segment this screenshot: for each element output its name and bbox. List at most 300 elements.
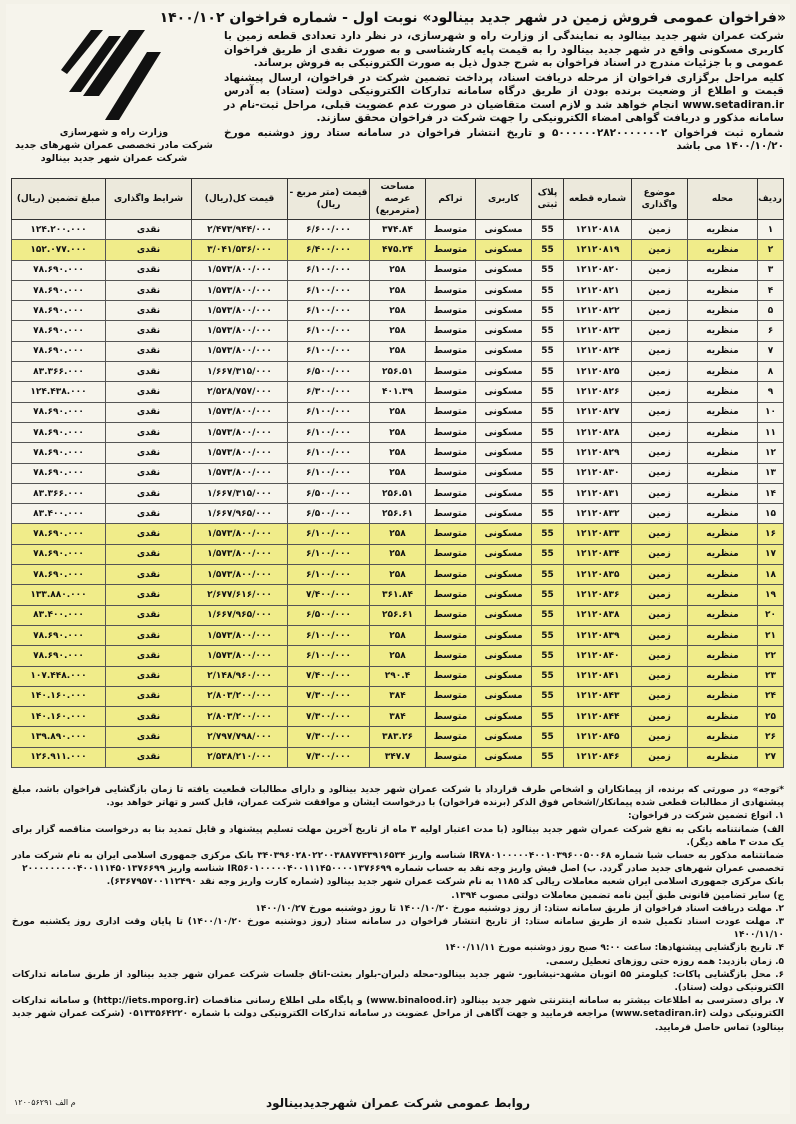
- table-cell: مسکونی: [476, 382, 532, 402]
- table-cell: مسکونی: [476, 666, 532, 686]
- table-cell: ۶/۳۰۰/۰۰۰: [288, 382, 370, 402]
- intro-text: [224, 30, 784, 155]
- table-cell: ۱/۵۷۳/۸۰۰/۰۰۰: [192, 646, 288, 666]
- table-cell: ۷۸.۶۹۰.۰۰۰: [12, 565, 106, 585]
- table-row: [12, 402, 784, 422]
- table-cell: ۲۵۸: [370, 321, 426, 341]
- table-cell: ۱۶: [758, 524, 784, 544]
- table-cell: ۱۲۱۲۰۸۲۵: [564, 362, 632, 382]
- table-cell: ۱۲۱۲۰۸۲۹: [564, 443, 632, 463]
- note-paragraph: ۴. تاریخ بازگشایی پیشنهادها: ساعت ۹:۰۰ صبح روز دوشنبه مورخ ۱۴۰۰/۱۱/۱۱: [444, 943, 784, 954]
- table-cell: نقدی: [106, 220, 192, 240]
- table-cell: منظریه: [688, 260, 758, 280]
- table-cell: منظریه: [688, 422, 758, 442]
- table-cell: ۱۲۱۲۰۸۴۴: [564, 707, 632, 727]
- table-cell: مسکونی: [476, 362, 532, 382]
- table-cell: ۱/۵۷۳/۸۰۰/۰۰۰: [192, 422, 288, 442]
- table-cell: ۹: [758, 382, 784, 402]
- table-cell: ۷/۴۰۰/۰۰۰: [288, 585, 370, 605]
- table-cell: زمین: [632, 605, 688, 625]
- table-cell: نقدی: [106, 422, 192, 442]
- table-cell: ۷۸.۶۹۰.۰۰۰: [12, 260, 106, 280]
- column-header: تراکم: [426, 179, 476, 220]
- table-cell: ۷/۳۰۰/۰۰۰: [288, 727, 370, 747]
- table-cell: 55: [532, 686, 564, 706]
- table-cell: ۳۶۱.۸۴: [370, 585, 426, 605]
- table-cell: متوسط: [426, 301, 476, 321]
- table-cell: ۶/۱۰۰/۰۰۰: [288, 524, 370, 544]
- table-cell: ۱۲۶.۹۱۱.۰۰۰: [12, 747, 106, 767]
- table-cell: 55: [532, 483, 564, 503]
- table-cell: ۱/۵۷۳/۸۰۰/۰۰۰: [192, 280, 288, 300]
- table-cell: ۵: [758, 301, 784, 321]
- table-cell: ۲۵۸: [370, 280, 426, 300]
- table-cell: ۲۵۸: [370, 443, 426, 463]
- table-cell: متوسط: [426, 422, 476, 442]
- table-cell: ۶/۵۰۰/۰۰۰: [288, 483, 370, 503]
- table-cell: 55: [532, 625, 564, 645]
- table-cell: منظریه: [688, 321, 758, 341]
- table-cell: 55: [532, 321, 564, 341]
- table-cell: منظریه: [688, 483, 758, 503]
- table-cell: ۲۹۰.۴: [370, 666, 426, 686]
- table-row: [12, 565, 784, 585]
- table-cell: مسکونی: [476, 463, 532, 483]
- table-cell: متوسط: [426, 321, 476, 341]
- table-cell: زمین: [632, 646, 688, 666]
- table-cell: 55: [532, 747, 564, 767]
- table-cell: ۱/۶۶۷/۳۱۵/۰۰۰: [192, 483, 288, 503]
- table-cell: ۱۰۷.۴۴۸.۰۰۰: [12, 666, 106, 686]
- table-cell: ۱/۵۷۳/۸۰۰/۰۰۰: [192, 463, 288, 483]
- table-cell: ۱۲۱۲۰۸۲۱: [564, 280, 632, 300]
- table-cell: مسکونی: [476, 686, 532, 706]
- table-cell: زمین: [632, 260, 688, 280]
- table-cell: منظریه: [688, 605, 758, 625]
- table-cell: متوسط: [426, 362, 476, 382]
- table-cell: نقدی: [106, 707, 192, 727]
- table-row: [12, 686, 784, 706]
- table-cell: نقدی: [106, 646, 192, 666]
- table-cell: زمین: [632, 625, 688, 645]
- page-title: «فراخوان عمومی فروش زمین در شهر جدید بینالود» نوبت اول - شماره فراخوان ۱۴۰۰/۱۰۲: [159, 10, 786, 26]
- table-cell: ۶/۱۰۰/۰۰۰: [288, 422, 370, 442]
- table-body: [12, 220, 784, 768]
- table-cell: ۶/۴۰۰/۰۰۰: [288, 240, 370, 260]
- table-cell: ۶/۱۰۰/۰۰۰: [288, 321, 370, 341]
- table-cell: ۱۲۱۲۰۸۳۸: [564, 605, 632, 625]
- table-row: [12, 483, 784, 503]
- column-header: مساحت عرصه (مترمربع): [370, 179, 426, 220]
- note-paragraph: ۱. انواع تضمین شرکت در فراخوان:: [627, 811, 784, 822]
- table-cell: ۸۳.۴۰۰.۰۰۰: [12, 504, 106, 524]
- table-cell: ۱۱: [758, 422, 784, 442]
- table-cell: مسکونی: [476, 504, 532, 524]
- table-cell: مسکونی: [476, 443, 532, 463]
- note-paragraph: ۵. زمان بازدید: همه روزه حتی روزهای تعطیل رسمی.: [545, 956, 784, 967]
- table-row: [12, 260, 784, 280]
- table-cell: ۱۲۱۲۰۸۲۷: [564, 402, 632, 422]
- table-cell: منظریه: [688, 382, 758, 402]
- table-cell: ۱۲۱۲۰۸۳۶: [564, 585, 632, 605]
- table-cell: منظریه: [688, 666, 758, 686]
- table-cell: ۷/۴۰۰/۰۰۰: [288, 666, 370, 686]
- table-cell: ۲۷: [758, 747, 784, 767]
- table-cell: زمین: [632, 727, 688, 747]
- table-cell: ۱/۶۶۷/۳۱۵/۰۰۰: [192, 362, 288, 382]
- table-cell: ۱/۶۶۷/۹۶۵/۰۰۰: [192, 504, 288, 524]
- table-cell: زمین: [632, 707, 688, 727]
- table-cell: زمین: [632, 382, 688, 402]
- table-cell: زمین: [632, 443, 688, 463]
- table-cell: ۷۸.۶۹۰.۰۰۰: [12, 280, 106, 300]
- table-cell: متوسط: [426, 402, 476, 422]
- table-cell: متوسط: [426, 524, 476, 544]
- table-cell: ۳۸۴: [370, 686, 426, 706]
- table-cell: ۱۵: [758, 504, 784, 524]
- table-cell: ۷۸.۶۹۰.۰۰۰: [12, 463, 106, 483]
- table-cell: زمین: [632, 321, 688, 341]
- table-cell: مسکونی: [476, 585, 532, 605]
- table-cell: نقدی: [106, 686, 192, 706]
- table-cell: ۱/۵۷۳/۸۰۰/۰۰۰: [192, 260, 288, 280]
- table-cell: 55: [532, 727, 564, 747]
- table-cell: ۲/۷۹۷/۷۹۸/۰۰۰: [192, 727, 288, 747]
- table-cell: ۱۲۴.۴۳۸.۰۰۰: [12, 382, 106, 402]
- table-cell: ۶/۱۰۰/۰۰۰: [288, 301, 370, 321]
- table-cell: ۴۷۵.۲۴: [370, 240, 426, 260]
- table-cell: متوسط: [426, 240, 476, 260]
- table-cell: نقدی: [106, 544, 192, 564]
- table-cell: 55: [532, 341, 564, 361]
- table-cell: زمین: [632, 544, 688, 564]
- table-cell: منظریه: [688, 707, 758, 727]
- table-cell: زمین: [632, 341, 688, 361]
- table-cell: متوسط: [426, 544, 476, 564]
- table-cell: ۲۱: [758, 625, 784, 645]
- table-row: [12, 280, 784, 300]
- table-row: [12, 585, 784, 605]
- table-cell: ۱/۵۷۳/۸۰۰/۰۰۰: [192, 443, 288, 463]
- table-cell: ۶/۵۰۰/۰۰۰: [288, 362, 370, 382]
- table-cell: ۲۳: [758, 666, 784, 686]
- table-cell: 55: [532, 443, 564, 463]
- table-cell: مسکونی: [476, 280, 532, 300]
- table-cell: ۷۸.۶۹۰.۰۰۰: [12, 341, 106, 361]
- table-cell: ۱۲۱۲۰۸۴۵: [564, 727, 632, 747]
- table-cell: مسکونی: [476, 321, 532, 341]
- table-cell: ۱/۵۷۳/۸۰۰/۰۰۰: [192, 625, 288, 645]
- table-cell: ۲۵۸: [370, 544, 426, 564]
- table-cell: زمین: [632, 301, 688, 321]
- table-cell: منظریه: [688, 585, 758, 605]
- table-cell: ۲/۸۰۳/۲۰۰/۰۰۰: [192, 686, 288, 706]
- table-cell: ۶/۱۰۰/۰۰۰: [288, 260, 370, 280]
- table-cell: منظریه: [688, 280, 758, 300]
- table-cell: ۱۲۱۲۰۸۴۱: [564, 666, 632, 686]
- table-cell: نقدی: [106, 443, 192, 463]
- table-cell: مسکونی: [476, 747, 532, 767]
- table-cell: مسکونی: [476, 565, 532, 585]
- table-cell: ۱۲۱۲۰۸۴۳: [564, 686, 632, 706]
- table-cell: زمین: [632, 483, 688, 503]
- table-cell: متوسط: [426, 707, 476, 727]
- table-cell: ۶/۱۰۰/۰۰۰: [288, 341, 370, 361]
- table-cell: ۳۸۳.۲۶: [370, 727, 426, 747]
- table-cell: نقدی: [106, 565, 192, 585]
- table-cell: ۳۸۴: [370, 707, 426, 727]
- table-cell: ۱/۵۷۳/۸۰۰/۰۰۰: [192, 341, 288, 361]
- table-cell: زمین: [632, 565, 688, 585]
- table-cell: منظریه: [688, 727, 758, 747]
- table-row: [12, 321, 784, 341]
- table-cell: 55: [532, 280, 564, 300]
- logo-parent-company: شرکت مادر تخصصی عمران شهرهای جدید: [15, 140, 213, 151]
- table-cell: منظریه: [688, 402, 758, 422]
- table-cell: ۱۲۱۲۰۸۲۸: [564, 422, 632, 442]
- table-cell: 55: [532, 565, 564, 585]
- table-cell: ۱۳۹.۸۹۰.۰۰۰: [12, 727, 106, 747]
- note-paragraph: ضمانتنامه مذکور به حساب شبا شماره IR۷۸۰۱۰۰۰۰۰۴۰۰۱۰۳۹۶۰۰۵۰۰۶۸ شناسه واریز ۳۴۰۳۹۶۰۲۸۰۲۲۰۰۳۸۸۷۷۴۳۹۱۶۵۳۴ بانک مرکزی جمهوری اسلامی ایران به نام شرکت مادر تخصصی عمران شهرهای جدید صادر گردد. ب) اصل فیش واریز وجه نقد به حساب شماره IR۵۶۰۱۰۰۰۰۰۴۰۰۱۱۱۴۵۰۰۰۰۱۳۷۶۶۹۹ شناسه واریز ۲۰۰۰۰۰۰۰۰۰۴۰۰۱۱۱۴۵۰۱۳۷۶۶۹۹: [12, 851, 784, 875]
- table-cell: نقدی: [106, 260, 192, 280]
- table-cell: زمین: [632, 422, 688, 442]
- table-cell: ۱/۶۶۷/۹۶۵/۰۰۰: [192, 605, 288, 625]
- table-cell: ۷/۳۰۰/۰۰۰: [288, 686, 370, 706]
- table-cell: ۱/۵۷۳/۸۰۰/۰۰۰: [192, 301, 288, 321]
- table-cell: ۲۵۸: [370, 625, 426, 645]
- table-cell: منظریه: [688, 341, 758, 361]
- logo-ministry-name: وزارت راه و شهرسازی: [59, 127, 169, 138]
- table-cell: ۲۵: [758, 707, 784, 727]
- table-cell: نقدی: [106, 362, 192, 382]
- table-cell: زمین: [632, 220, 688, 240]
- table-cell: زمین: [632, 362, 688, 382]
- table-cell: مسکونی: [476, 646, 532, 666]
- table-cell: زمین: [632, 585, 688, 605]
- table-cell: ۱/۵۷۳/۸۰۰/۰۰۰: [192, 524, 288, 544]
- table-row: [12, 301, 784, 321]
- column-header: شماره قطعه: [564, 179, 632, 220]
- table-cell: ۱۴۰.۱۶۰.۰۰۰: [12, 707, 106, 727]
- table-cell: نقدی: [106, 321, 192, 341]
- table-row: [12, 341, 784, 361]
- table-row: [12, 220, 784, 240]
- table-cell: نقدی: [106, 240, 192, 260]
- table-cell: زمین: [632, 280, 688, 300]
- table-cell: ۶: [758, 321, 784, 341]
- table-cell: ۱۲۱۲۰۸۳۴: [564, 544, 632, 564]
- table-cell: 55: [532, 382, 564, 402]
- table-cell: ۷۸.۶۹۰.۰۰۰: [12, 301, 106, 321]
- table-cell: مسکونی: [476, 625, 532, 645]
- logo-company-name: شرکت عمران شهر جدید بینالود: [40, 153, 188, 164]
- table-cell: نقدی: [106, 504, 192, 524]
- table-cell: ۴: [758, 280, 784, 300]
- table-cell: مسکونی: [476, 260, 532, 280]
- table-cell: ۱۹: [758, 585, 784, 605]
- table-cell: ۱۲۱۲۰۸۳۲: [564, 504, 632, 524]
- table-cell: ۶/۵۰۰/۰۰۰: [288, 504, 370, 524]
- table-cell: ۱۲۱۲۰۸۳۳: [564, 524, 632, 544]
- column-header: قیمت کل(ریال): [192, 179, 288, 220]
- table-cell: ۱۲۱۲۰۸۳۵: [564, 565, 632, 585]
- table-cell: ۲۰: [758, 605, 784, 625]
- table-cell: 55: [532, 666, 564, 686]
- column-header: ردیف: [758, 179, 784, 220]
- table-cell: ۲۵۸: [370, 402, 426, 422]
- table-row: [12, 747, 784, 767]
- table-cell: مسکونی: [476, 220, 532, 240]
- table-cell: زمین: [632, 686, 688, 706]
- table-cell: 55: [532, 260, 564, 280]
- table-cell: ۱/۵۷۳/۸۰۰/۰۰۰: [192, 402, 288, 422]
- note-paragraph: ۶. محل بازگشایی پاکات: کیلومتر ۵۵ اتوبان مشهد-نیشابور- شهر جدید بینالود-محله دلبران-بلوار بعثت-اتاق جلسات شرکت عمران شهر جدید بینالود از طریق سامانه تدارکات الکترونیکی دولت (ستاد).: [12, 969, 784, 994]
- table-cell: ۱۳: [758, 463, 784, 483]
- table-cell: ۷/۳۰۰/۰۰۰: [288, 707, 370, 727]
- table-cell: زمین: [632, 524, 688, 544]
- table-cell: منظریه: [688, 524, 758, 544]
- table-cell: ۴۰۱.۳۹: [370, 382, 426, 402]
- table-cell: ۷۸.۶۹۰.۰۰۰: [12, 321, 106, 341]
- table-cell: ۱۲۱۲۰۸۲۳: [564, 321, 632, 341]
- publication-code: م الف ۱۲۰۰۵۶۲۹۱: [14, 1098, 76, 1107]
- table-cell: ۳/۰۴۱/۵۳۶/۰۰۰: [192, 240, 288, 260]
- table-cell: زمین: [632, 463, 688, 483]
- table-cell: 55: [532, 463, 564, 483]
- table-cell: ۱/۵۷۳/۸۰۰/۰۰۰: [192, 321, 288, 341]
- table-cell: ۷: [758, 341, 784, 361]
- table-cell: ۳۴۷.۷: [370, 747, 426, 767]
- table-row: [12, 524, 784, 544]
- land-plots-table: [11, 178, 784, 768]
- table-cell: ۱۲۱۲۰۸۴۶: [564, 747, 632, 767]
- table-cell: منظریه: [688, 646, 758, 666]
- table-row: [12, 605, 784, 625]
- intro-paragraph: شرکت عمران شهر جدید بینالود به نمایندگی از وزارت راه و شهرسازی، در نظر دارد تعدادی قطعه زمین با کاربری مسکونی واقع در شهر جدید بینالود را به قیمت پایه کارشناسی و به صورت نقدی از طریق فراخوان عمومی و با جزئیات مندرج در اسناد فراخوان به شرح جدول ذیل به صورت الکترونیکی به فروش برساند.: [224, 30, 784, 69]
- notes-section: [12, 784, 784, 1035]
- table-cell: ۱۸: [758, 565, 784, 585]
- table-row: [12, 646, 784, 666]
- table-cell: ۲/۵۳۸/۲۱۰/۰۰۰: [192, 747, 288, 767]
- table-cell: متوسط: [426, 382, 476, 402]
- column-header: کاربری: [476, 179, 532, 220]
- table-cell: ۱۰: [758, 402, 784, 422]
- table-cell: ۲/۴۷۳/۹۴۴/۰۰۰: [192, 220, 288, 240]
- table-cell: نقدی: [106, 301, 192, 321]
- table-cell: نقدی: [106, 747, 192, 767]
- table-cell: مسکونی: [476, 544, 532, 564]
- table-cell: ۷/۳۰۰/۰۰۰: [288, 747, 370, 767]
- table-row: [12, 707, 784, 727]
- table-cell: نقدی: [106, 524, 192, 544]
- table-cell: ۱/۵۷۳/۸۰۰/۰۰۰: [192, 565, 288, 585]
- table-cell: مسکونی: [476, 727, 532, 747]
- table-cell: ۶/۶۰۰/۰۰۰: [288, 220, 370, 240]
- table-cell: 55: [532, 585, 564, 605]
- table-cell: متوسط: [426, 565, 476, 585]
- column-header: محله: [688, 179, 758, 220]
- column-header: قیمت (متر مربع - ریال): [288, 179, 370, 220]
- table-row: [12, 625, 784, 645]
- table-cell: متوسط: [426, 504, 476, 524]
- table-cell: نقدی: [106, 585, 192, 605]
- table-cell: منظریه: [688, 240, 758, 260]
- table-cell: ۲۵۶.۶۱: [370, 605, 426, 625]
- table-row: [12, 422, 784, 442]
- table-cell: 55: [532, 524, 564, 544]
- table-cell: ۱۲۱۲۰۸۳۹: [564, 625, 632, 645]
- table-cell: ۲/۱۴۸/۹۶۰/۰۰۰: [192, 666, 288, 686]
- note-paragraph: ۲. مهلت دریافت اسناد فراخوان از طریق سامانه ستاد: از روز دوشنبه مورخ ۱۴۰۰/۱۰/۲۰ تا روز دوشنبه مورخ ۱۴۰۰/۱۰/۲۷: [255, 903, 784, 914]
- table-header-row: [12, 179, 784, 220]
- table-cell: ۱۴۰.۱۶۰.۰۰۰: [12, 686, 106, 706]
- table-cell: منظریه: [688, 625, 758, 645]
- table-row: [12, 544, 784, 564]
- note-paragraph: الف) ضمانتنامه بانکی به نفع شرکت عمران شهر جدید بینالود (با مدت اعتبار اولیه ۳ ماه از تاریخ آخرین مهلت تسلیم پیشنهاد و قابل تمدید بنا به درخواست مناقصه گزار برای یک مدت ۳ ماهه دیگر).: [12, 824, 784, 848]
- table-cell: ۱۲۱۲۰۸۳۱: [564, 483, 632, 503]
- footer-signature: روابط عمومی شرکت عمران شهرجدیدبینالود: [265, 1096, 531, 1110]
- table-cell: ۱۲۱۲۰۸۲۴: [564, 341, 632, 361]
- table-cell: ۷۸.۶۹۰.۰۰۰: [12, 524, 106, 544]
- table-row: [12, 463, 784, 483]
- table-cell: متوسط: [426, 260, 476, 280]
- table-cell: ۳: [758, 260, 784, 280]
- table-cell: ۶/۱۰۰/۰۰۰: [288, 544, 370, 564]
- table-cell: نقدی: [106, 402, 192, 422]
- table-cell: متوسط: [426, 585, 476, 605]
- note-paragraph: ۳. مهلت عودت اسناد تکمیل شده از طریق سامانه ستاد: از تاریخ انتشار فراخوان در سامانه ستاد (روز دوشنبه مورخ ۱۴۰۰/۱۰/۲۰) تا پایان وقت اداری روز یکشنبه مورخ ۱۴۰۰/۱۱/۱۰: [12, 917, 784, 941]
- table-cell: ۶/۱۰۰/۰۰۰: [288, 646, 370, 666]
- table-cell: ۲۵۸: [370, 260, 426, 280]
- table-row: [12, 362, 784, 382]
- table-cell: نقدی: [106, 463, 192, 483]
- table-cell: ۱۲۱۲۰۸۳۰: [564, 463, 632, 483]
- table-cell: ۲/۶۷۷/۶۱۶/۰۰۰: [192, 585, 288, 605]
- table-cell: ۱۴: [758, 483, 784, 503]
- table-cell: ۱۲۱۲۰۸۲۶: [564, 382, 632, 402]
- table-cell: مسکونی: [476, 524, 532, 544]
- table-row: [12, 240, 784, 260]
- table-cell: منظریه: [688, 443, 758, 463]
- table-cell: نقدی: [106, 483, 192, 503]
- column-header: شرایط واگذاری: [106, 179, 192, 220]
- table-cell: 55: [532, 646, 564, 666]
- table-cell: ۸۳.۴۰۰.۰۰۰: [12, 605, 106, 625]
- table-cell: 55: [532, 707, 564, 727]
- table-cell: ۸۳.۳۶۶.۰۰۰: [12, 362, 106, 382]
- table-cell: مسکونی: [476, 341, 532, 361]
- table-cell: ۱/۵۷۳/۸۰۰/۰۰۰: [192, 544, 288, 564]
- table-cell: زمین: [632, 666, 688, 686]
- table-row: [12, 443, 784, 463]
- table-cell: نقدی: [106, 605, 192, 625]
- table-cell: ۲۶: [758, 727, 784, 747]
- table-cell: ۲۵۶.۵۱: [370, 362, 426, 382]
- note-paragraph: بانک مرکزی جمهوری اسلامی ایران شعبه معاملات ریالی کد ۱۱۸۵ به نام شرکت عمران شهر جدید بینالود (شماره کارت واریز وجه نقد ۶۳۶۷۹۵۷۰۰۱۱۲۴۹۰).: [106, 877, 784, 888]
- table-cell: منظریه: [688, 544, 758, 564]
- table-cell: متوسط: [426, 463, 476, 483]
- table-row: [12, 382, 784, 402]
- announcement-page: [6, 4, 790, 1114]
- table-cell: مسکونی: [476, 483, 532, 503]
- table-cell: متوسط: [426, 666, 476, 686]
- table-cell: ۱۳۳.۸۸۰.۰۰۰: [12, 585, 106, 605]
- intro-paragraph: کلیه مراحل برگزاری فراخوان از مرحله دریافت اسناد، پرداخت تضمین شرکت در فراخوان، ارسال پیشنهاد قیمت و اطلاع از وضعیت برنده بودن از طریق درگاه سامانه تدارکات الکترونیکی دولت (ستاد) به آدرس www.setadiran.ir انجام خواهد شد و لازم است متقاضیان در صورت عدم عضویت قبلی، مراحل ثبت-نام در سامانه مذکور و دریافت گواهی امضاء الکترونیکی را جهت شرکت در فراخوان محقق سازند.: [224, 71, 784, 124]
- table-cell: ۸: [758, 362, 784, 382]
- column-header: موضوع واگذاری: [632, 179, 688, 220]
- table-cell: مسکونی: [476, 707, 532, 727]
- table-cell: متوسط: [426, 727, 476, 747]
